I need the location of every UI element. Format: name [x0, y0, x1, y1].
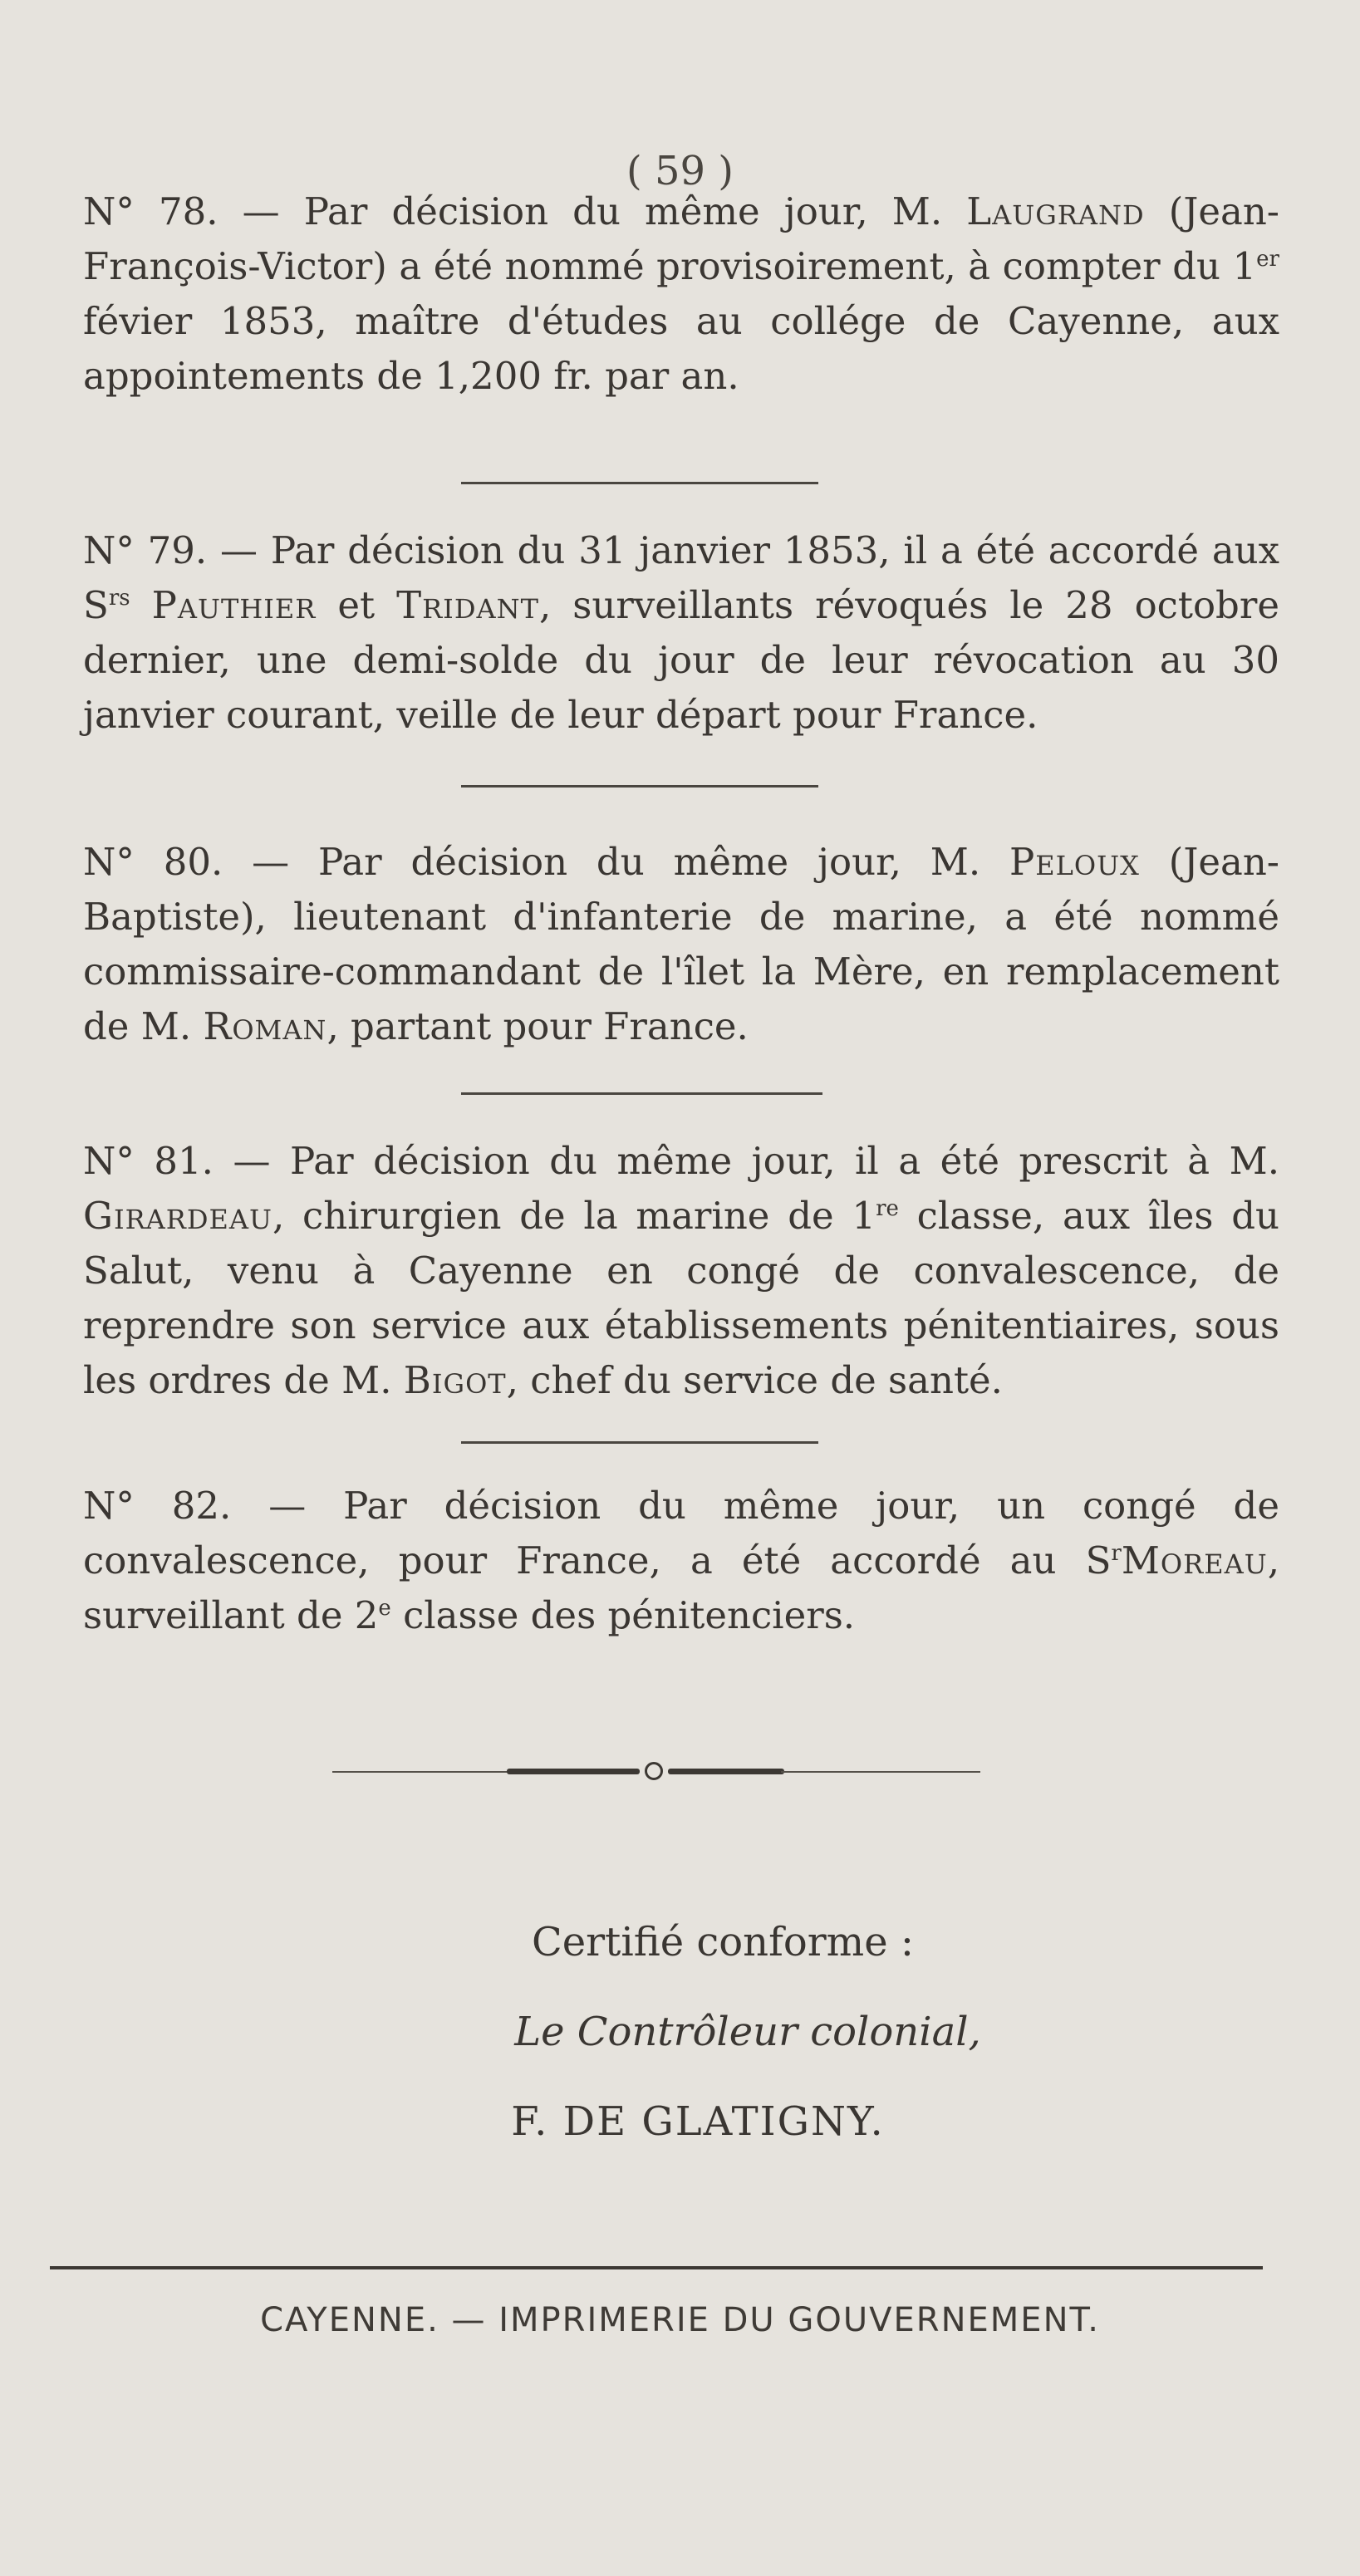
footer-rule: [50, 2266, 1263, 2269]
entry-number: N° 81.: [83, 1139, 214, 1183]
person-name: Moreau: [1121, 1538, 1268, 1582]
entry-number: N° 78.: [83, 189, 218, 233]
ornament-knot-icon: [645, 1762, 663, 1780]
separator-rule: [461, 482, 818, 484]
person-name: Pauthier: [151, 583, 317, 627]
separator-rule: [461, 785, 818, 788]
person-name: Tridant: [396, 583, 539, 627]
entry-number: N° 79.: [83, 528, 208, 572]
ornamental-divider: [332, 1759, 980, 1784]
entry-number: N° 82.: [83, 1484, 232, 1528]
entry-80: N° 80. — Par décision du même jour, M. Peloux (Jean-Baptiste), lieutenant d'infanterie de marine, a été nommé commissaire-commandant de l'îlet la Mère, en remplacement de M. Roman, partant pour France.: [83, 840, 1280, 1048]
entry-number: N° 80.: [83, 840, 223, 884]
entry-81: N° 81. — Par décision du même jour, il a été prescrit à M. Girardeau, chirurgien de la marine de 1re classe, aux îles du Salut, venu à Cayenne en congé de convalescence, de reprendre son service aux établissements pénitentiaires, sous les ordres de M. Bigot, chef du service de santé.: [83, 1139, 1280, 1402]
certification-line: Certifié conforme :: [531, 1919, 915, 1965]
entry-82: N° 82. — Par décision du même jour, un congé de convalescence, pour France, a été accordé au $S^rMoreau$, surveillant de 2e classe des pénitenciers.: [83, 1484, 1279, 1637]
page-number: ( 59 ): [626, 148, 734, 194]
person-name: Roman: [203, 1004, 327, 1048]
signatory-title: Le Contrôleur colonial,: [514, 2009, 981, 2055]
person-name: Girardeau: [83, 1194, 272, 1238]
person-name: Bigot: [403, 1358, 507, 1402]
person-name: Peloux: [1009, 840, 1140, 884]
separator-rule: [461, 1441, 818, 1444]
entry-78: N° 78. — Par décision du même jour, M. Laugrand (Jean-François-Victor) a été nommé provisoirement, à compter du 1er févier 1853, maître d'études au collége de Cayenne, aux appointements de 1,200 fr. par an.: [83, 189, 1280, 398]
entry-79: N° 79. — Par décision du 31 janvier 1853, il a été accordé aux $S^{rs}$ Pauthier et Tridant, surveillants révoqués le 28 octobre dernier, une demi-solde du jour de leur révocation au 30 janvier courant, veille de leur départ pour France.: [83, 528, 1280, 737]
separator-rule: [461, 1092, 822, 1095]
signatory-name: F. DE GLATIGNY.: [511, 2098, 885, 2145]
printer-imprint: CAYENNE. — IMPRIMERIE DU GOUVERNEMENT.: [260, 2301, 1100, 2339]
person-name: Laugrand: [966, 189, 1145, 233]
